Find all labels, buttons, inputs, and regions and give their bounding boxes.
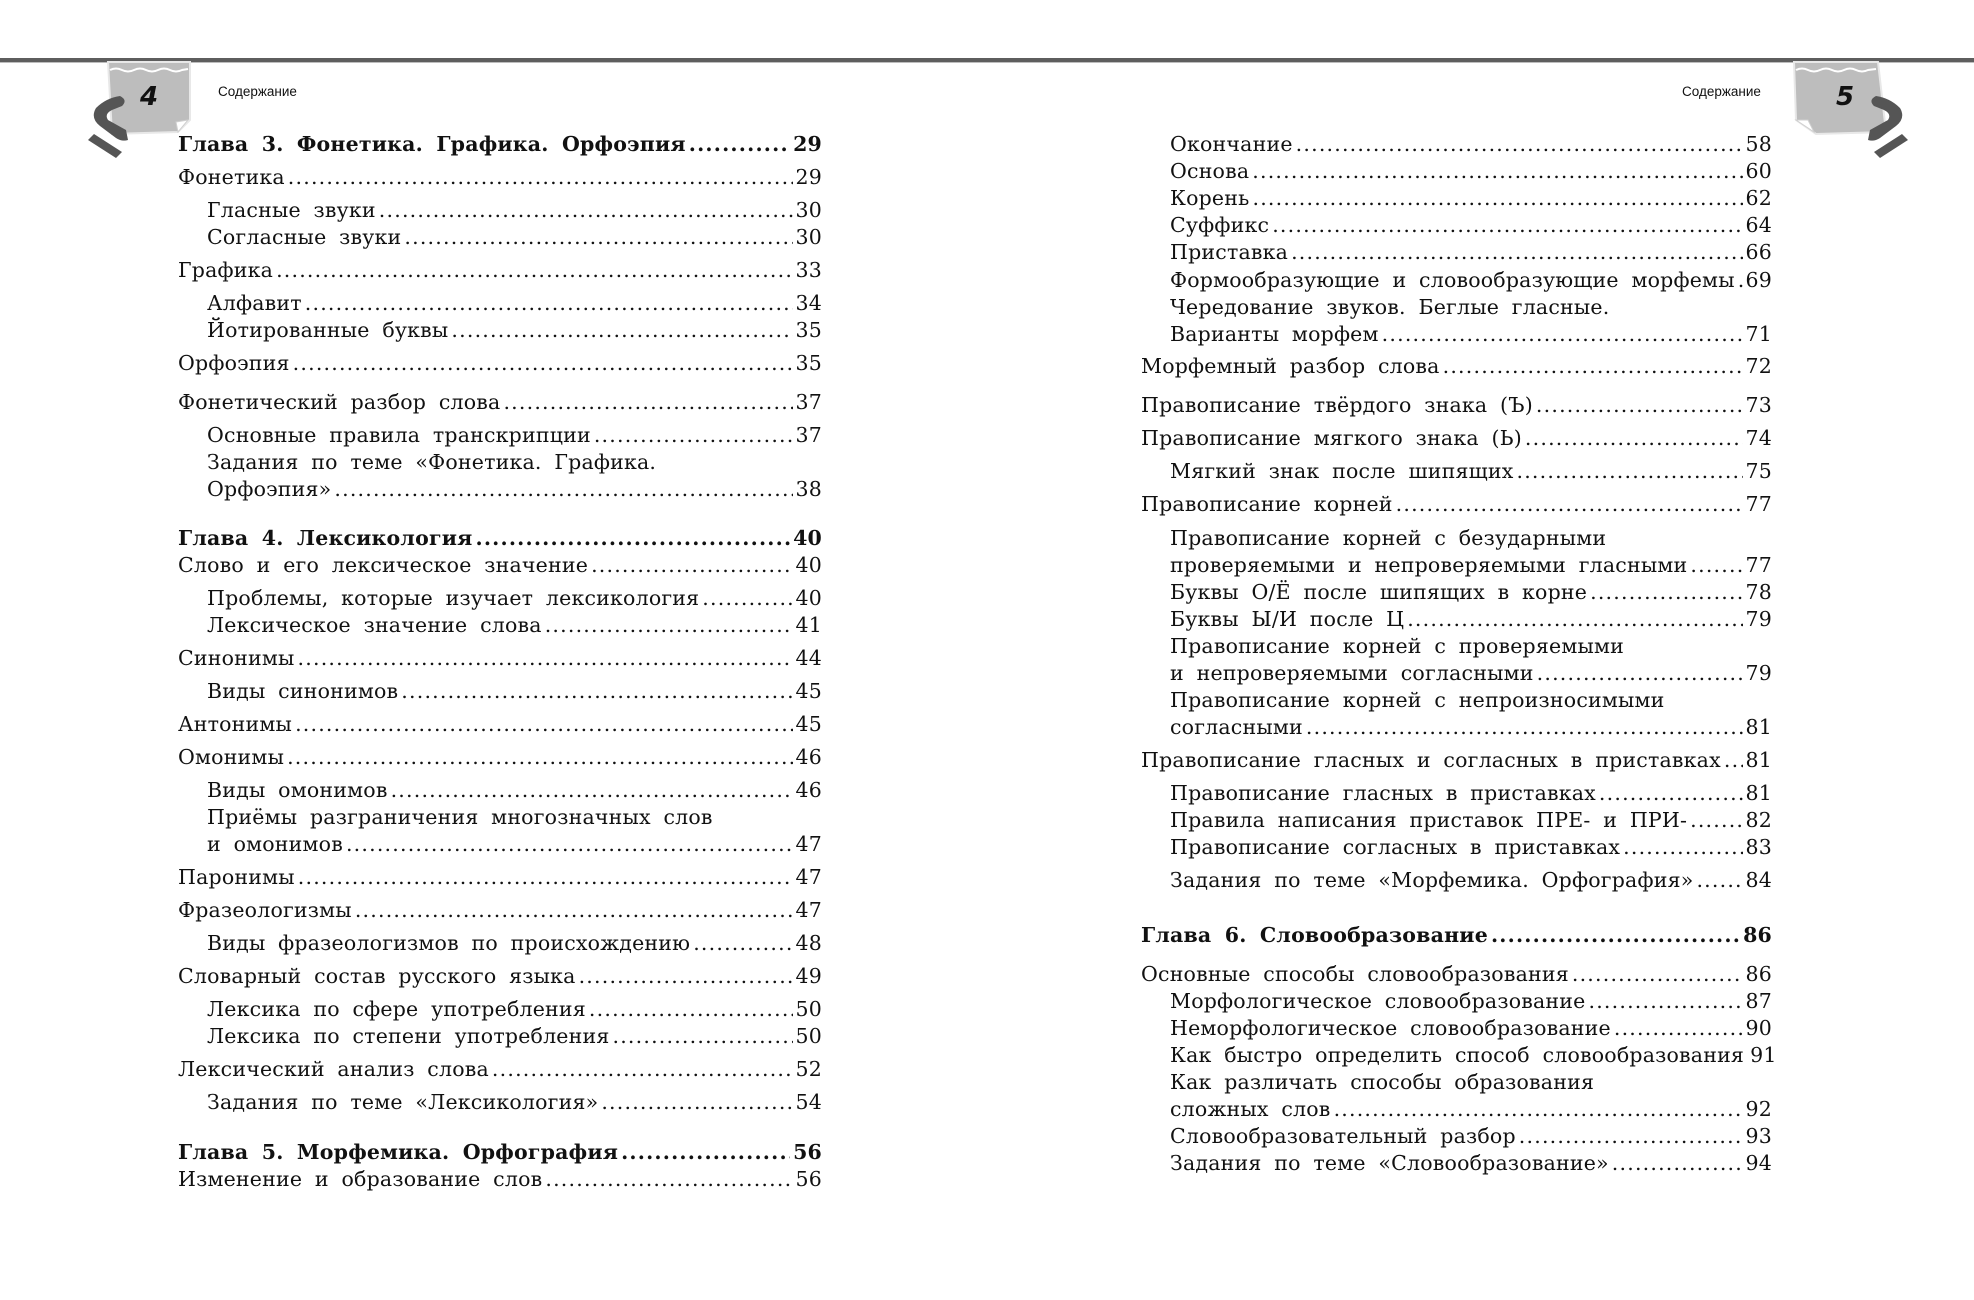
toc-label: Виды фразеологизмов по происхождению [207,931,691,955]
toc-label: Алфавит [207,291,302,315]
dot-leader [1252,159,1742,183]
dot-leader [1253,186,1743,210]
dot-leader [1291,240,1742,264]
toc-label: Правописание корней с непроизносимыми [1170,688,1665,712]
toc-subsection-entry[interactable] [207,225,822,249]
toc-page-number: 90 [1745,1016,1772,1040]
toc-chapter-entry[interactable] [1141,923,1772,947]
toc-label: Лексическое значение слова [207,613,542,637]
dot-leader [298,646,793,670]
dot-leader [601,1090,792,1114]
toc-page-number: 47 [795,832,822,856]
toc-label: Правописание гласных и согласных в приставках [1141,748,1721,772]
toc-label: Лексический анализ слова [178,1057,489,1081]
toc-section-entry[interactable] [178,390,822,414]
dot-leader [579,964,793,988]
dot-leader [1396,492,1743,516]
toc-label: Корень [1170,186,1250,210]
toc-page-number: 29 [793,132,822,156]
toc-subsection-entry[interactable] [1170,661,1772,685]
toc-page-number: 46 [795,745,822,769]
dot-leader [1296,132,1743,156]
toc-page-number: 72 [1745,354,1772,378]
toc-label: Фразеологизмы [178,898,352,922]
toc-section-entry[interactable] [178,258,822,282]
toc-subsection-entry[interactable] [1170,715,1772,739]
toc-label: Задания по теме «Фонетика. Графика. [207,450,657,474]
toc-label: Согласные звуки [207,225,402,249]
toc-page-number: 92 [1745,1097,1772,1121]
toc-page-right [987,0,1974,1300]
toc-label: Задания по теме «Морфемика. Орфография» [1170,868,1694,892]
toc-label: согласными [1170,715,1303,739]
toc-page-number: 34 [795,291,822,315]
toc-page-number: 49 [795,964,822,988]
dot-leader [1407,607,1742,631]
toc-subsection-entry[interactable] [207,450,822,474]
dot-leader [1306,715,1743,739]
toc-page-number: 73 [1745,393,1772,417]
toc-subsection-entry[interactable] [207,679,822,703]
toc-page-number: 83 [1745,835,1772,859]
toc-subsection-entry[interactable] [207,586,822,610]
dot-leader [475,526,790,550]
dot-leader [1516,459,1742,483]
toc-label: Задания по теме «Словообразование» [1170,1151,1609,1175]
toc-subsection-entry[interactable] [1170,295,1772,319]
dot-leader [1525,426,1743,450]
toc-label: и омонимов [207,832,343,856]
toc-section-entry[interactable] [178,351,822,375]
dot-leader [1590,580,1742,604]
toc-subsection-entry[interactable] [1170,835,1772,859]
toc-label: Формообразующие и словообразующие морфемы [1170,268,1735,292]
toc-label: Слово и его лексическое значение [178,553,589,577]
dot-leader [276,258,792,282]
toc-page-number: 38 [795,477,822,501]
toc-subsection-entry[interactable] [1170,580,1772,604]
toc-label: Фонетический разбор слова [178,390,501,414]
toc-label: Правописание корней с проверяемыми [1170,634,1625,658]
dot-leader [621,1140,790,1164]
toc-page-number: 84 [1745,868,1772,892]
toc-label: Основа [1170,159,1250,183]
dot-leader [1491,923,1740,947]
toc-page-number: 64 [1745,213,1772,237]
toc-label: Лексика по степени употребления [207,1024,610,1048]
toc-page-number: 35 [795,351,822,375]
dot-leader [346,832,793,856]
toc-label: Глава 4. Лексикология [178,526,473,550]
toc-subsection-entry[interactable] [1170,688,1772,712]
running-head-right: Содержание [1682,84,1761,99]
dot-leader [334,477,792,501]
toc-label: Буквы Ы/И после Ц [1170,607,1405,631]
toc-page-number: 47 [795,865,822,889]
toc-page-number: 78 [1745,580,1772,604]
toc-subsection-entry[interactable] [1170,268,1772,292]
toc-label: и непроверяемыми согласными [1170,661,1534,685]
toc-label: Как быстро определить способ словообразования [1170,1043,1745,1067]
toc-label: Правописание мягкого знака (Ь) [1141,426,1522,450]
dot-leader [401,679,792,703]
toc-label: Йотированные буквы [207,318,449,342]
toc-subsection-entry[interactable] [1170,553,1772,577]
toc-label: Варианты морфем [1170,322,1379,346]
toc-subsection-entry[interactable] [1170,634,1772,658]
toc-section-entry[interactable] [1141,492,1772,516]
toc-page-number: 66 [1745,240,1772,264]
dot-leader [1612,1151,1743,1175]
toc-subsection-entry[interactable] [1170,808,1772,832]
toc-page-number: 37 [795,423,822,447]
toc-subsection-entry[interactable] [207,477,822,501]
dot-leader [1599,781,1743,805]
toc-page-number: 81 [1745,748,1772,772]
toc-subsection-entry[interactable] [207,832,822,856]
toc-page-number: 30 [795,198,822,222]
running-head-left: Содержание [218,84,297,99]
toc-page-number: 46 [795,778,822,802]
toc-label: Орфоэпия [178,351,290,375]
dot-leader [612,1024,792,1048]
toc-subsection-entry[interactable] [1170,322,1772,346]
toc-page-number: 56 [793,1140,822,1164]
dot-leader [355,898,793,922]
toc-page-number: 50 [795,997,822,1021]
toc-subsection-entry[interactable] [1170,607,1772,631]
toc-label: Чередование звуков. Беглые гласные. [1170,295,1610,319]
dot-leader [1696,868,1742,892]
toc-section-entry[interactable] [178,165,822,189]
dot-leader [287,745,792,769]
dot-leader [1443,354,1743,378]
toc-page-number: 86 [1745,962,1772,986]
toc-label: Фонетика [178,165,285,189]
toc-label: Антонимы [178,712,293,736]
dot-leader [1690,808,1742,832]
toc-label: Приёмы разграничения многозначных слов [207,805,713,829]
toc-label: Виды синонимов [207,679,399,703]
toc-page-number: 47 [795,898,822,922]
toc-label: Изменение и образование слов [178,1167,543,1191]
toc-page-number: 52 [795,1057,822,1081]
toc-subsection-entry[interactable] [207,1024,822,1048]
toc-subsection-entry[interactable] [1170,186,1772,210]
toc-page-number: 41 [795,613,822,637]
toc-page-number: 81 [1745,781,1772,805]
toc-label: Орфоэпия» [207,477,332,501]
toc-label: Омонимы [178,745,285,769]
toc-label: Виды омонимов [207,778,388,802]
toc-subsection-entry[interactable] [207,805,822,829]
toc-page-number: 35 [795,318,822,342]
toc-label: Приставка [1170,240,1289,264]
dot-leader [298,865,793,889]
page-number-left: 4 [140,82,159,112]
toc-page-number: 79 [1745,607,1772,631]
dot-leader [1572,962,1743,986]
toc-page-number: 44 [795,646,822,670]
toc-section-entry[interactable] [178,865,822,889]
toc-page-number: 56 [795,1167,822,1191]
dot-leader [589,997,793,1021]
toc-subsection-entry[interactable] [1170,1124,1772,1148]
dot-leader [1536,393,1743,417]
toc-subsection-entry[interactable] [207,198,822,222]
toc-chapter-entry[interactable] [178,1140,822,1164]
dot-leader [1724,748,1743,772]
dot-leader [1272,213,1742,237]
toc-page-number: 82 [1745,808,1772,832]
toc-label: Графика [178,258,274,282]
toc-page-number: 71 [1745,322,1772,346]
dot-leader [1690,553,1742,577]
toc-page-number: 29 [795,165,822,189]
toc-page-number: 91 [1750,1043,1777,1067]
dot-leader [404,225,792,249]
toc-subsection-entry[interactable] [207,423,822,447]
dot-leader [391,778,793,802]
toc-page-number: 75 [1745,459,1772,483]
toc-subsection-entry[interactable] [1170,1097,1772,1121]
toc-label: Морфемный разбор слова [1141,354,1440,378]
toc-section-entry[interactable] [178,745,822,769]
toc-label: Правописание гласных в приставках [1170,781,1596,805]
toc-subsection-entry[interactable] [1170,459,1772,483]
toc-section-entry[interactable] [1141,354,1772,378]
toc-page-number: 33 [795,258,822,282]
toc-page-number: 40 [795,586,822,610]
toc-page-number: 50 [795,1024,822,1048]
toc-section-entry[interactable] [1141,393,1772,417]
toc-page-number: 37 [795,390,822,414]
toc-label: Словарный состав русского языка [178,964,576,988]
toc-subsection-entry[interactable] [207,613,822,637]
toc-label: Окончание [1170,132,1293,156]
dot-leader [702,586,792,610]
toc-subsection-entry[interactable] [1170,989,1772,1013]
toc-label: Синонимы [178,646,295,670]
toc-label: Словообразовательный разбор [1170,1124,1516,1148]
toc-page-number: 93 [1745,1124,1772,1148]
toc-page-number: 79 [1745,661,1772,685]
toc-subsection-entry[interactable] [1170,1043,1777,1067]
toc-label: Правописание твёрдого знака (Ъ) [1141,393,1533,417]
toc-page-number: 62 [1745,186,1772,210]
toc-subsection-entry[interactable] [1170,159,1772,183]
toc-section-entry[interactable] [178,898,822,922]
dot-leader [295,712,792,736]
toc-page-number: 58 [1745,132,1772,156]
dot-leader [305,291,793,315]
toc-subsection-entry[interactable] [207,997,822,1021]
dot-leader [1382,322,1743,346]
toc-page-number: 60 [1745,159,1772,183]
toc-label: Правила написания приставок ПРЕ- и ПРИ- [1170,808,1688,832]
toc-subsection-entry[interactable] [207,1090,822,1114]
toc-label: Паронимы [178,865,295,889]
toc-chapter-entry[interactable] [178,526,822,550]
toc-page-number: 81 [1745,715,1772,739]
toc-label: Лексика по сфере употребления [207,997,586,1021]
toc-subsection-entry[interactable] [1170,132,1772,156]
dot-leader [545,1167,792,1191]
toc-chapter-entry[interactable] [178,132,822,156]
toc-subsection-entry[interactable] [1170,868,1772,892]
toc-page-number: 45 [795,679,822,703]
dot-leader [1537,661,1743,685]
dot-leader [293,351,793,375]
toc-label: Глава 5. Морфемика. Орфография [178,1140,619,1164]
toc-label: Суффикс [1170,213,1270,237]
toc-label: Правописание корней [1141,492,1393,516]
toc-label: Правописание корней с безударными [1170,526,1607,550]
dot-leader [451,318,792,342]
toc-label: проверяемыми и непроверяемыми гласными [1170,553,1688,577]
dot-leader [288,165,793,189]
toc-page-number: 45 [795,712,822,736]
dot-leader [594,423,793,447]
toc-label: Правописание согласных в приставках [1170,835,1621,859]
dot-leader [545,613,793,637]
dot-leader [1623,835,1742,859]
dot-leader [591,553,792,577]
toc-subsection-entry[interactable] [207,291,822,315]
toc-section-entry[interactable] [178,1057,822,1081]
toc-page-number: 74 [1745,426,1772,450]
dot-leader [1334,1097,1743,1121]
dot-leader [492,1057,793,1081]
toc-subsection-entry[interactable] [207,778,822,802]
toc-section-entry[interactable] [178,964,822,988]
dot-leader [1614,1016,1743,1040]
toc-page-number: 86 [1743,923,1772,947]
dot-leader [1519,1124,1743,1148]
toc-label: Проблемы, которые изучает лексикология [207,586,700,610]
toc-label: Задания по теме «Лексикология» [207,1090,599,1114]
toc-page-number: 40 [793,526,822,550]
toc-label: Неморфологическое словообразование [1170,1016,1611,1040]
toc-section-entry[interactable] [178,646,822,670]
dot-leader [379,198,793,222]
toc-label: Основные правила транскрипции [207,423,591,447]
toc-subsection-entry[interactable] [207,931,822,955]
toc-page-number: 77 [1745,553,1772,577]
toc-subsection-entry[interactable] [1170,240,1772,264]
toc-page-number: 77 [1745,492,1772,516]
toc-subsection-entry[interactable] [1170,526,1772,550]
toc-subsection-entry[interactable] [1170,781,1772,805]
toc-page-number: 94 [1745,1151,1772,1175]
toc-section-entry[interactable] [1141,962,1772,986]
toc-page-number: 48 [795,931,822,955]
toc-section-entry[interactable] [178,712,822,736]
toc-page-number: 69 [1745,268,1772,292]
toc-subsection-entry[interactable] [1170,1151,1772,1175]
toc-label: Морфологическое словообразование [1170,989,1586,1013]
dot-leader [1588,989,1742,1013]
toc-section-entry[interactable] [1141,748,1772,772]
dot-leader [503,390,792,414]
toc-label: Гласные звуки [207,198,376,222]
toc-page-number: 40 [795,553,822,577]
page-number-right: 5 [1836,82,1855,112]
toc-label: Мягкий знак после шипящих [1170,459,1514,483]
toc-label: сложных слов [1170,1097,1331,1121]
toc-subsection-entry[interactable] [1170,213,1772,237]
toc-label: Глава 6. Словообразование [1141,923,1488,947]
toc-section-entry[interactable] [178,1167,822,1191]
toc-page-number: 87 [1745,989,1772,1013]
toc-page-number: 30 [795,225,822,249]
toc-section-entry[interactable] [178,553,822,577]
dot-leader [689,132,790,156]
toc-subsection-entry[interactable] [207,318,822,342]
dot-leader [693,931,792,955]
toc-label: Как различать способы образования [1170,1070,1595,1094]
toc-page-number: 54 [795,1090,822,1114]
toc-label: Глава 3. Фонетика. Графика. Орфоэпия [178,132,686,156]
toc-subsection-entry[interactable] [1170,1070,1772,1094]
dot-leader [1738,268,1743,292]
toc-label: Буквы О/Ё после шипящих в корне [1170,580,1588,604]
toc-label: Основные способы словообразования [1141,962,1569,986]
toc-subsection-entry[interactable] [1170,1016,1772,1040]
toc-section-entry[interactable] [1141,426,1772,450]
